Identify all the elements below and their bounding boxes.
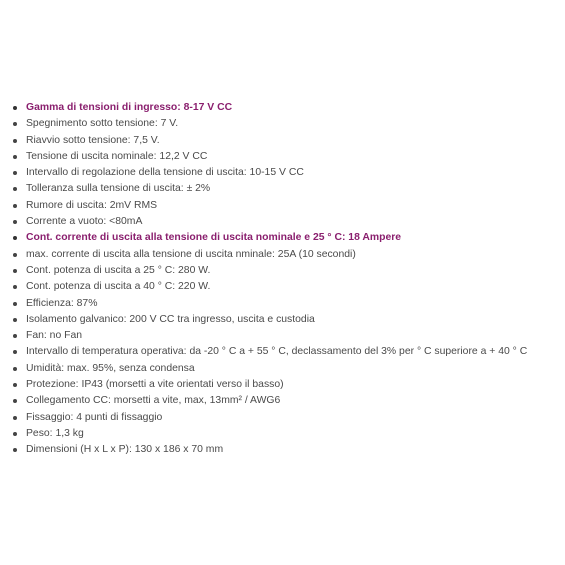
- spec-item: [12, 312, 562, 328]
- spec-item: [12, 116, 562, 132]
- spec-text: Intervallo di regolazione della tensione di uscita: 10-15 V CC: [26, 167, 304, 179]
- spec-item: [12, 377, 562, 393]
- spec-item: [12, 296, 562, 312]
- spec-item: [12, 442, 562, 458]
- spec-text: Fan: no Fan: [26, 330, 83, 342]
- bullet-icon: [13, 432, 17, 436]
- bullet-icon: [13, 334, 17, 338]
- bullet-icon: [13, 139, 17, 143]
- bullet-icon: [13, 106, 17, 110]
- spec-text: Cont. potenza di uscita a 40 ° C: 220 W.: [26, 281, 211, 293]
- spec-text: Collegamento CC: morsetti a vite, max, 13mm² / AWG6: [26, 395, 281, 407]
- bullet-icon: [13, 285, 17, 289]
- bullet-icon: [13, 171, 17, 175]
- bullet-icon: [13, 253, 17, 257]
- spec-item: [12, 328, 562, 344]
- spec-list: [12, 100, 562, 459]
- spec-item: [12, 100, 562, 116]
- bullet-icon: [13, 383, 17, 387]
- spec-item: [12, 247, 562, 263]
- spec-item: [12, 393, 562, 409]
- bullet-icon: [13, 204, 17, 208]
- spec-text: Intervallo di temperatura operativa: da -20 ° C a + 55 ° C, declassamento del 3% per ° C superiore a + 40 ° C: [26, 346, 528, 358]
- bullet-icon: [13, 318, 17, 322]
- spec-item: [12, 214, 562, 230]
- bullet-icon: [13, 302, 17, 306]
- spec-item: [12, 344, 562, 360]
- spec-text: Protezione: IP43 (morsetti a vite orientati verso il basso): [26, 379, 284, 391]
- bullet-icon: [13, 269, 17, 273]
- spec-item: [12, 263, 562, 279]
- bullet-icon: [13, 367, 17, 371]
- spec-item: [12, 165, 562, 181]
- spec-item: [12, 410, 562, 426]
- spec-item: [12, 279, 562, 295]
- bullet-icon: [13, 122, 17, 126]
- spec-item: [12, 149, 562, 165]
- spec-item: [12, 426, 562, 442]
- bullet-icon: [13, 350, 17, 354]
- spec-text: Umidità: max. 95%, senza condensa: [26, 362, 195, 374]
- spec-text: Tensione di uscita nominale: 12,2 V CC: [26, 150, 208, 162]
- spec-text: Cont. potenza di uscita a 25 ° C: 280 W.: [26, 264, 211, 276]
- spec-text: Isolamento galvanico: 200 V CC tra ingresso, uscita e custodia: [26, 313, 315, 325]
- spec-text: Rumore di uscita: 2mV RMS: [26, 199, 158, 211]
- spec-item: [12, 230, 562, 246]
- spec-text: Corrente a vuoto: <80mA: [26, 216, 143, 228]
- spec-item: [12, 133, 562, 149]
- bullet-icon: [13, 236, 17, 240]
- spec-text: Spegnimento sotto tensione: 7 V.: [26, 118, 179, 130]
- bullet-icon: [13, 155, 17, 159]
- bullet-icon: [13, 399, 17, 403]
- spec-text: Tolleranza sulla tensione di uscita: ± 2%: [26, 183, 211, 195]
- spec-text: Dimensioni (H x L x P): 130 x 186 x 70 mm: [26, 444, 224, 456]
- spec-item: [12, 181, 562, 197]
- bullet-icon: [13, 187, 17, 191]
- spec-item: [12, 198, 562, 214]
- spec-text: max. corrente di uscita alla tensione di uscita nminale: 25A (10 secondi): [26, 248, 356, 260]
- spec-text: Gamma di tensioni di ingresso: 8-17 V CC: [26, 102, 233, 113]
- spec-text: Riavvio sotto tensione: 7,5 V.: [26, 134, 160, 146]
- spec-text: Cont. corrente di uscita alla tensione di uscita nominale e 25 ° C: 18 Ampere: [26, 232, 402, 244]
- bullet-icon: [13, 220, 17, 224]
- spec-item: [12, 361, 562, 377]
- spec-text: Efficienza: 87%: [26, 297, 98, 309]
- bullet-icon: [13, 416, 17, 420]
- spec-text: Peso: 1,3 kg: [26, 427, 84, 439]
- bullet-icon: [13, 448, 17, 452]
- spec-text: Fissaggio: 4 punti di fissaggio: [26, 411, 163, 423]
